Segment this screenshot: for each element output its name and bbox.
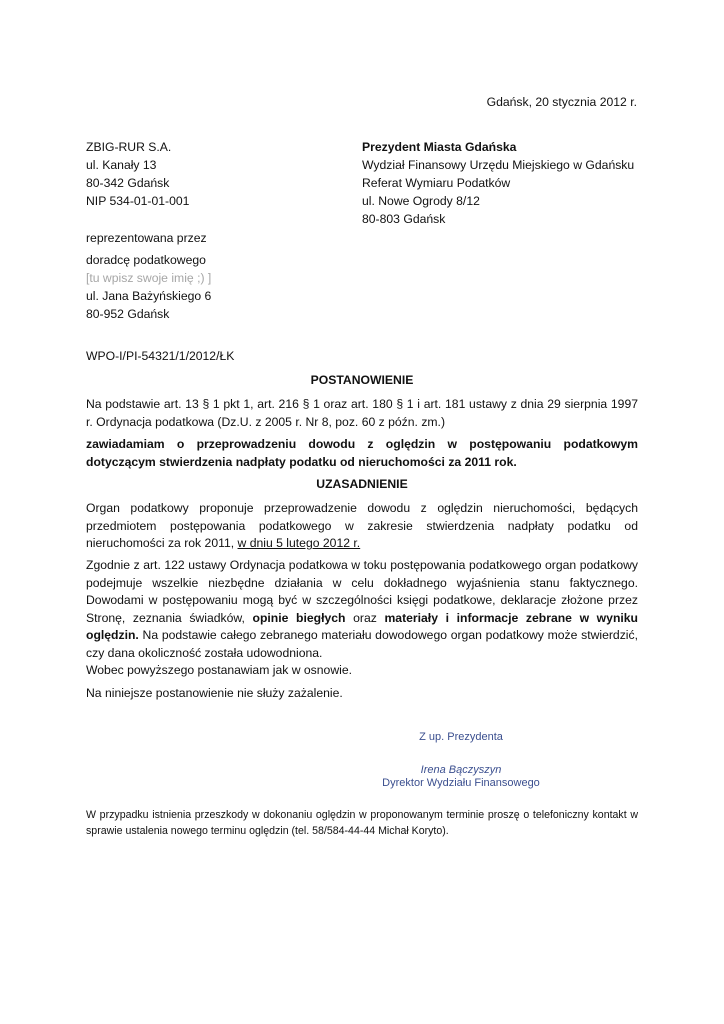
sender-city: 80-342 Gdańsk (86, 176, 170, 190)
p1-text: Organ podatkowy proponuje przeprowadzenie dowodu z oględzin nieruchomości, będących przedmiotem postępowania podatkowego w zakresie stwierdzenia nadpłaty podatku od nieruchomości za rok 2011, (86, 501, 638, 551)
representative-city: 80-952 Gdańsk (86, 307, 170, 321)
representative-intro: reprezentowana przez (86, 231, 207, 245)
decision-basis: Na podstawie art. 13 § 1 pkt 1, art. 216 § 1 oraz art. 180 § 1 i art. 181 ustawy z dnia 29 sierpnia 1997 r. Ordynacja podatkowa (Dz.U. z 2005 r. Nr 8, poz. 60 z późn. zm.) (86, 397, 638, 429)
p2-text-b: opinie biegłych (252, 610, 346, 625)
sender-block (86, 138, 189, 210)
recipient-unit: Referat Wymiaru Podatków (362, 176, 511, 190)
p2-text-e: Na podstawie całego zebranego materiału dowodowego organ podatkowy może stwierdzić, czy dana okoliczność została udowodniona. (86, 628, 638, 660)
representative-block (86, 251, 211, 323)
p2-text-d: materiały i informacje zebrane w wyniku oględzin. (86, 610, 638, 643)
letter-date: Gdańsk, 20 stycznia 2012 r. (486, 95, 637, 109)
p2-text-c: oraz (345, 610, 385, 625)
recipient-city: 80-803 Gdańsk (362, 212, 446, 226)
recipient-title: Prezydent Miasta Gdańska (362, 140, 517, 154)
signature-position: Dyrektor Wydziału Finansowego (382, 777, 540, 789)
p1-date: w dniu 5 lutego 2012 r. (237, 536, 361, 551)
sender-nip: NIP 534-01-01-001 (86, 194, 190, 208)
justification-paragraph-3: Wobec powyższego postanawiam jak w osnowie. (86, 663, 353, 677)
justification-paragraph-2 (86, 557, 638, 663)
signature-name: Irena Bączyszyn (420, 764, 502, 776)
sender-name: ZBIG-RUR S.A. (86, 140, 172, 154)
representative-name-placeholder: [tu wpisz swoje imię ;) ] (86, 271, 212, 285)
representative-role: doradcę podatkowego (86, 253, 206, 267)
footer-note: W przypadku istnienia przeszkody w dokonaniu oględzin w proponowanym terminie proszę o telefoniczny kontakt w sprawie ustalenia nowego terminu oględzin (tel. 58/584-44-44 Michał Koryto). (86, 809, 638, 837)
case-reference: WPO-I/PI-54321/1/2012/ŁK (86, 349, 235, 363)
decision-notice: zawiadamiam o przeprowadzeniu dowodu z oględzin w postępowaniu podatkowym dotyczącym stwierdzenia nadpłaty podatku od nieruchomości za 2011 rok. (86, 437, 638, 469)
signature-on-behalf: Z up. Prezydenta (419, 731, 503, 743)
recipient-dept: Wydział Finansowy Urzędu Miejskiego w Gdańsku (362, 158, 635, 172)
decision-heading: POSTANOWIENIE (310, 373, 414, 387)
representative-street: ul. Jana Bażyńskiego 6 (86, 289, 212, 303)
justification-paragraph-1 (86, 500, 638, 553)
justification-paragraph-4: Na niniejsze postanowienie nie służy zażalenie. (86, 686, 343, 700)
recipient-street: ul. Nowe Ogrody 8/12 (362, 194, 480, 208)
sender-street: ul. Kanały 13 (86, 158, 157, 172)
recipient-block (362, 138, 634, 228)
p2-text-a: Zgodnie z art. 122 ustawy Ordynacja podatkowa w toku postępowania podatkowego organ podatkowy podejmuje wszelkie niezbędne działania w celu dokładnego wyjaśnienia stanu faktycznego. Dowodami w postępowaniu mogą być w szczególności księgi podatkowe, deklaracje złożone przez Stronę, zeznania świadków, (86, 558, 638, 625)
justification-heading: UZASADNIENIE (316, 477, 408, 491)
